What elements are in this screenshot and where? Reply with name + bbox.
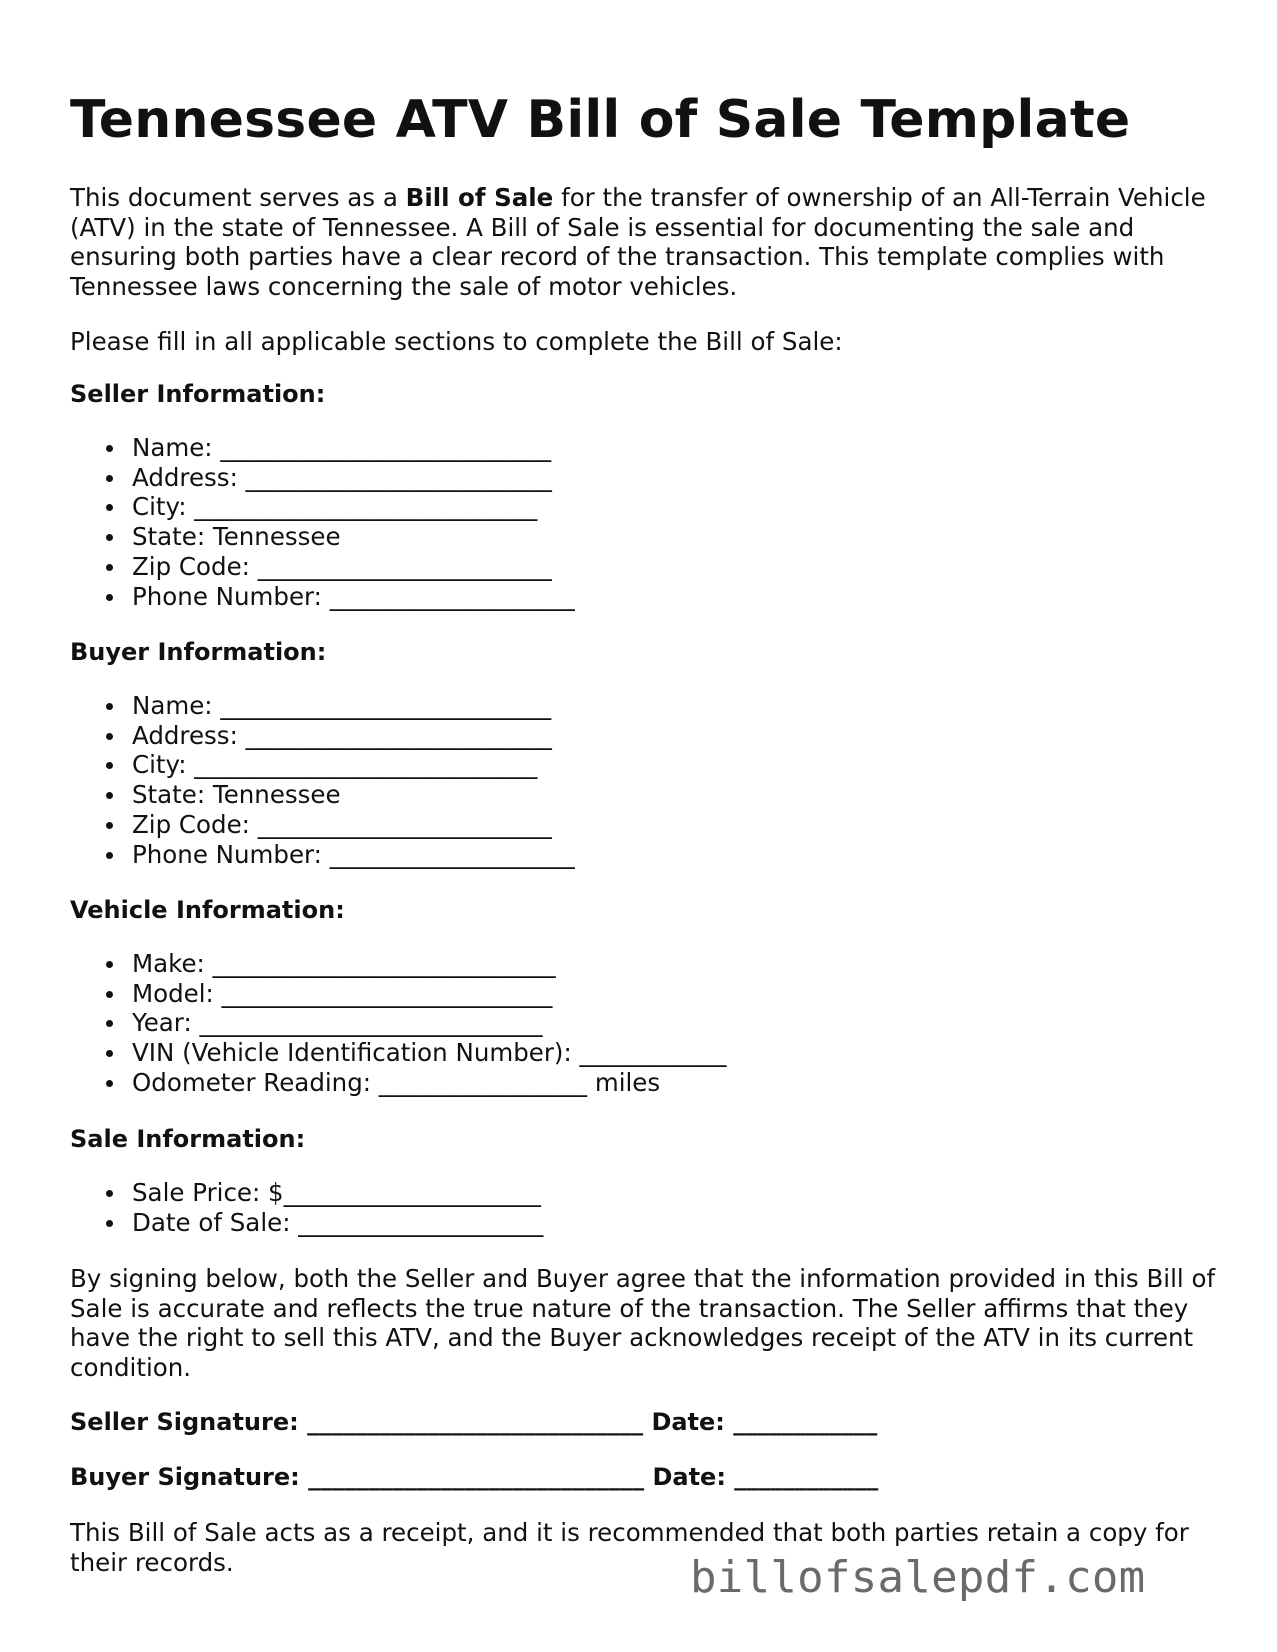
seller-zip-field[interactable]: Zip Code: ________________________ [70,552,575,582]
sale-date-field[interactable]: Date of Sale: ____________________ [70,1208,543,1238]
closing-paragraph: This Bill of Sale acts as a receipt, and it is recommended that both parties retain a copy for their records. [70,1518,1189,1577]
buyer-phone-field[interactable]: Phone Number: ____________________ [70,840,575,870]
vehicle-model-field[interactable]: Model: ___________________________ [70,979,727,1009]
buyer-name-field[interactable]: Name: ___________________________ [70,691,575,721]
buyer-signature-line[interactable]: Buyer Signature: ____________________________ Date: ____________ [70,1463,879,1491]
agreement-paragraph: By signing below, both the Seller and Buyer agree that the information provided in this Bill of Sale is accurate and reflects the true nature of the transaction. The Seller affirms that they have the right to sell this ATV, and the Buyer acknowledges receipt of the ATV in its current condition. [70,1264,1216,1383]
vehicle-year-field[interactable]: Year: ____________________________ [70,1008,727,1038]
sale-fields-list [70,1178,543,1237]
intro-text-after: for the transfer of ownership of an All-Terrain Vehicle (ATV) in the state of Tennessee. A Bill of Sale is essential for documenting the sale and ensuring both parties have a clear record of the transaction. This template complies with Tennessee laws concerning the sale of motor vehicles. [70,183,1206,302]
document-title: Tennessee ATV Bill of Sale Template [70,90,1131,150]
buyer-fields-list [70,691,575,869]
intro-paragraph [70,183,1215,302]
vehicle-vin-field[interactable]: VIN (Vehicle Identification Number): ____________ [70,1038,727,1068]
buyer-city-field[interactable]: City: ____________________________ [70,750,575,780]
vehicle-odometer-field[interactable]: Odometer Reading: _________________ miles [70,1068,727,1098]
site-watermark: billofsalepdf.com [690,1552,1146,1603]
buyer-zip-field[interactable]: Zip Code: ________________________ [70,810,575,840]
seller-state-field: State: Tennessee [70,522,575,552]
seller-city-field[interactable]: City: ____________________________ [70,492,575,522]
sale-price-field[interactable]: Sale Price: $_____________________ [70,1178,543,1208]
seller-signature-line[interactable]: Seller Signature: ____________________________ Date: ____________ [70,1408,878,1436]
seller-section-heading: Seller Information: [70,380,326,408]
buyer-address-field[interactable]: Address: _________________________ [70,721,575,751]
seller-name-field[interactable]: Name: ___________________________ [70,433,575,463]
vehicle-fields-list [70,949,727,1098]
seller-address-field[interactable]: Address: _________________________ [70,463,575,493]
buyer-section-heading: Buyer Information: [70,638,327,666]
instructions-text: Please fill in all applicable sections to complete the Bill of Sale: [70,327,843,356]
intro-bold-term: Bill of Sale [405,183,554,212]
buyer-state-field: State: Tennessee [70,780,575,810]
sale-section-heading: Sale Information: [70,1125,306,1153]
seller-fields-list [70,433,575,611]
vehicle-make-field[interactable]: Make: ____________________________ [70,949,727,979]
vehicle-section-heading: Vehicle Information: [70,896,345,924]
intro-text-before: This document serves as a [70,183,406,212]
seller-phone-field[interactable]: Phone Number: ____________________ [70,582,575,612]
